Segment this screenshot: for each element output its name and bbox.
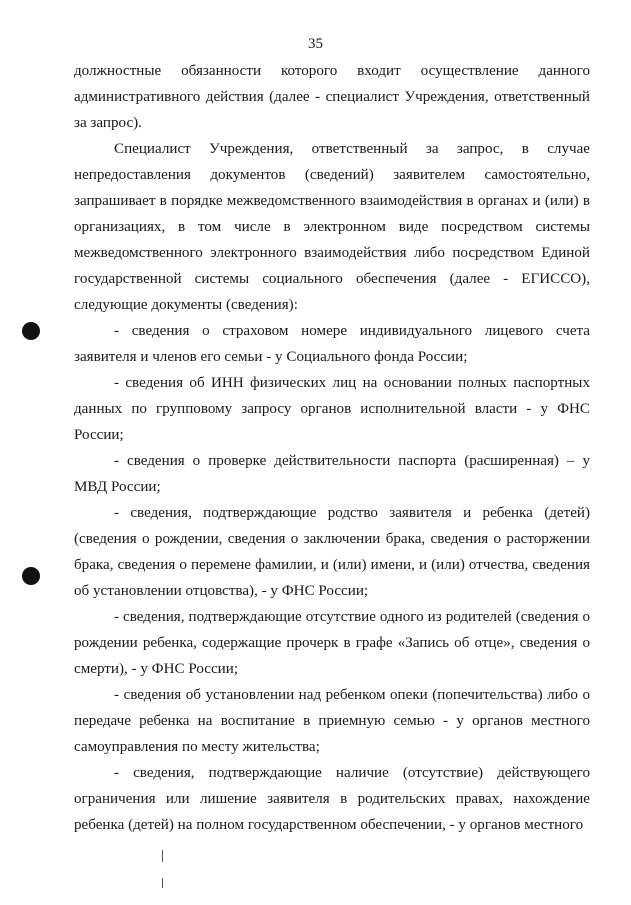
list-item-inn: - сведения об ИНН физических лиц на основании полных паспортных данных по групповому запросу органов исполнительной власти - у ФНС России;	[74, 375, 590, 443]
punch-hole-bottom	[22, 567, 40, 585]
scan-mark	[162, 850, 163, 862]
punch-hole-top	[22, 322, 40, 340]
list-item-kinship: - сведения, подтверждающие родство заявителя и ребенка (детей) (сведения о рождении, сведения о заключении брака, сведения о расторжении брака, сведения о перемене фамилии, и (или) имени, и (или) отчества, сведения об установлении отцовства), - у ФНС России;	[74, 505, 590, 599]
page-number: 35	[308, 36, 323, 52]
list-item-passport: - сведения о проверке действительности паспорта (расширенная) – у МВД России;	[74, 453, 590, 495]
list-item-parent-absence: - сведения, подтверждающие отсутствие одного из родителей (сведения о рождении ребенка, содержащие прочерк в графе «Запись об отце», сведения о смерти), - у ФНС России;	[74, 609, 590, 677]
paragraph-continuation: должностные обязанности которого входит осуществление данного административного действия (далее - специалист Учреждения, ответственный за запрос).	[74, 63, 590, 131]
document-body	[74, 58, 590, 838]
scan-mark	[162, 878, 163, 888]
list-item-guardianship: - сведения об установлении над ребенком опеки (попечительства) либо о передаче ребенка на воспитание в приемную семью - у органов местного самоуправления по месту жительства;	[74, 687, 590, 755]
paragraph-specialist: Специалист Учреждения, ответственный за запрос, в случае непредоставления документов (сведений) заявителем самостоятельно, запрашивает в порядке межведомственного взаимодействия в органах и (или) в организациях, в том числе в электронном виде посредством системы межведомственного электронного взаимодействия либо посредством Единой государственной системы социального обеспечения (далее - ЕГИССО), следующие документы (сведения):	[74, 141, 590, 313]
list-item-snils: - сведения о страховом номере индивидуального лицевого счета заявителя и членов его семьи - у Социального фонда России;	[74, 323, 590, 365]
list-item-parental-rights: - сведения, подтверждающие наличие (отсутствие) действующего ограничения или лишение заявителя в родительских правах, нахождение ребенка (детей) на полном государственном обеспечении, - у органов местного	[74, 765, 590, 833]
